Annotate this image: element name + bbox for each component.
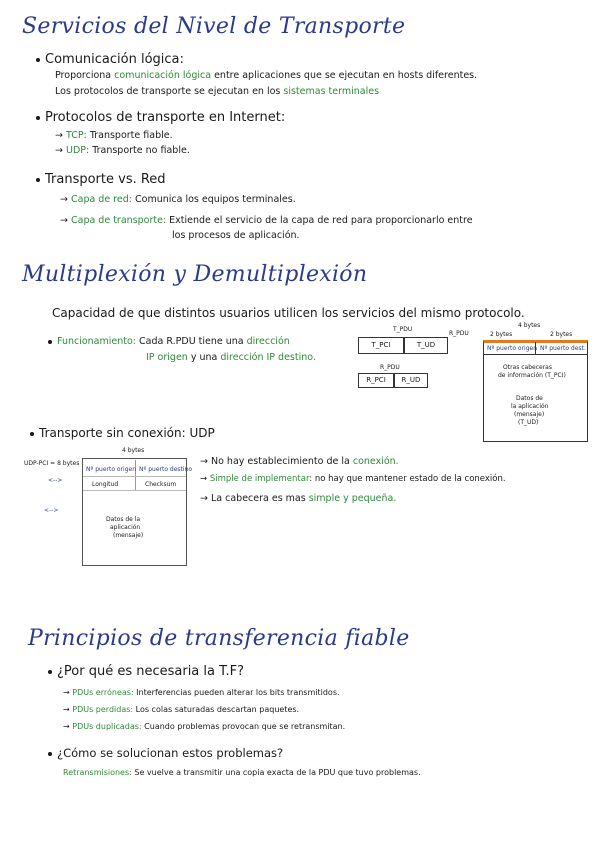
- cell-rud: R_UD: [394, 373, 428, 388]
- text-funcionamiento-l1: Funcionamiento: Cada R.PDU tiene una dirección: [48, 336, 290, 347]
- bullet-por-que: ¿Por qué es necesaria la T.F?: [48, 664, 244, 679]
- label-udp-pci: UDP-PCI = 8 bytes: [24, 460, 80, 467]
- label-tpdu: T_PDU: [393, 326, 413, 333]
- bullet-dot: [48, 670, 52, 674]
- udp-divider-h2: [83, 490, 186, 491]
- text-pdus-duplicadas: → PDUs duplicadas: Cuando problemas provocan que se retransmitan.: [63, 722, 346, 731]
- text-pdus-erroneas: → PDUs erróneas: Interferencias pueden alterar los bits transmitidos.: [63, 688, 340, 697]
- bullet-como: ¿Cómo se solucionan estos problemas?: [48, 746, 283, 760]
- text-udp: → UDP: Transporte no fiable.: [55, 145, 190, 156]
- label-rpdu-tag: R_PDU: [449, 330, 469, 337]
- segment-box: [483, 340, 588, 442]
- label-seg-data1: Datos de: [516, 395, 543, 402]
- label-udp-len: Longitud: [92, 481, 119, 488]
- label-rpdu: R_PDU: [380, 364, 400, 371]
- text-tcp: → TCP: Transporte fiable.: [55, 130, 173, 141]
- cell-rpci: R_PCI: [358, 373, 394, 388]
- label-udp-chk: Checksum: [145, 481, 177, 488]
- text-retransmisiones: Retransmisiones: Se vuelve a transmitir una copia exacta de la PDU que tuvo problemas.: [63, 768, 421, 777]
- text-pdus-perdidas: → PDUs perdidas: Los colas saturadas descartan paquetes.: [63, 705, 300, 714]
- label-udp-data1: Datos de la: [106, 516, 141, 523]
- bullet-protocolos-internet: Protocolos de transporte en Internet:: [36, 110, 285, 125]
- text-funcionamiento-l2: IP origen y una dirección IP destino.: [146, 352, 316, 363]
- text-udp-2: → Simple de implementar: no hay que mantener estado de la conexión.: [200, 474, 506, 484]
- label-seg-data3: (mensaje): [514, 411, 545, 418]
- bullet-comunicacion-logica: Comunicación lógica:: [36, 52, 184, 67]
- bullet-dot: [30, 432, 34, 436]
- label-seg-opts: Otras cabeceras: [503, 364, 552, 371]
- label-seg-2bytes-a: 2 bytes: [490, 331, 513, 338]
- section-title-transferencia-fiable: Principios de transferencia fiable: [28, 626, 410, 651]
- label-udp-l2: <-->: [44, 507, 59, 514]
- label-seg-dest: Nº puerto dest.: [540, 345, 586, 352]
- text-capa-transporte: → Capa de transporte: Extiende el servicio de la capa de red para proporcionarlo entre: [60, 215, 473, 226]
- udp-divider-h1: [83, 476, 186, 477]
- text-udp-3: → La cabecera es mas simple y pequeña.: [200, 493, 397, 504]
- cell-tud: T_UD: [404, 337, 448, 354]
- label-udp-port-d: Nº puerto destino: [139, 466, 193, 473]
- bullet-dot: [48, 340, 52, 344]
- label-udp-port-o: Nº puerto origen: [86, 466, 137, 473]
- label-udp-data3: (mensaje): [113, 532, 144, 539]
- text-capa-transporte-2: los procesos de aplicación.: [172, 230, 300, 241]
- text-udp-1: → No hay establecimiento de la conexión.: [200, 456, 399, 467]
- cell-tpci: T_PCI: [358, 337, 404, 354]
- label-udp-4bytes: 4 bytes: [122, 447, 145, 454]
- bullet-transporte-vs-red: Transporte vs. Red: [36, 172, 166, 187]
- text-comunicacion-l2: Los protocolos de transporte se ejecutan en los sistemas terminales: [55, 86, 380, 97]
- udp-divider-v: [135, 460, 136, 490]
- label-udp-data2: aplicación: [110, 524, 141, 531]
- label-seg-opts2: de información (T_PCI): [498, 372, 566, 379]
- label-seg-data2: la aplicación: [511, 403, 549, 410]
- label-seg-origin: Nº puerto origen: [487, 345, 538, 352]
- label-seg-4bytes: 4 bytes: [518, 322, 541, 329]
- text-capa-red: → Capa de red: Comunica los equipos terminales.: [60, 194, 296, 205]
- text-comunicacion-l1: Proporciona comunicación lógica entre aplicaciones que se ejecutan en hosts diferentes.: [55, 70, 478, 81]
- section-title-servicios: Servicios del Nivel de Transporte: [22, 14, 406, 39]
- bullet-dot: [36, 116, 40, 120]
- text-multiplexion-intro: Capacidad de que distintos usuarios utilicen los servicios del mismo protocolo.: [52, 306, 525, 320]
- section-title-multiplexion: Multiplexión y Demultiplexión: [22, 262, 368, 287]
- segment-divider-h: [484, 354, 587, 355]
- label-seg-2bytes-b: 2 bytes: [550, 331, 573, 338]
- bullet-udp: Transporte sin conexión: UDP: [30, 426, 215, 440]
- label-udp-l1: <-->: [48, 477, 63, 484]
- label-seg-data4: (T_UD): [518, 419, 539, 426]
- bullet-dot: [36, 178, 40, 182]
- bullet-dot: [48, 752, 52, 756]
- bullet-dot: [36, 58, 40, 62]
